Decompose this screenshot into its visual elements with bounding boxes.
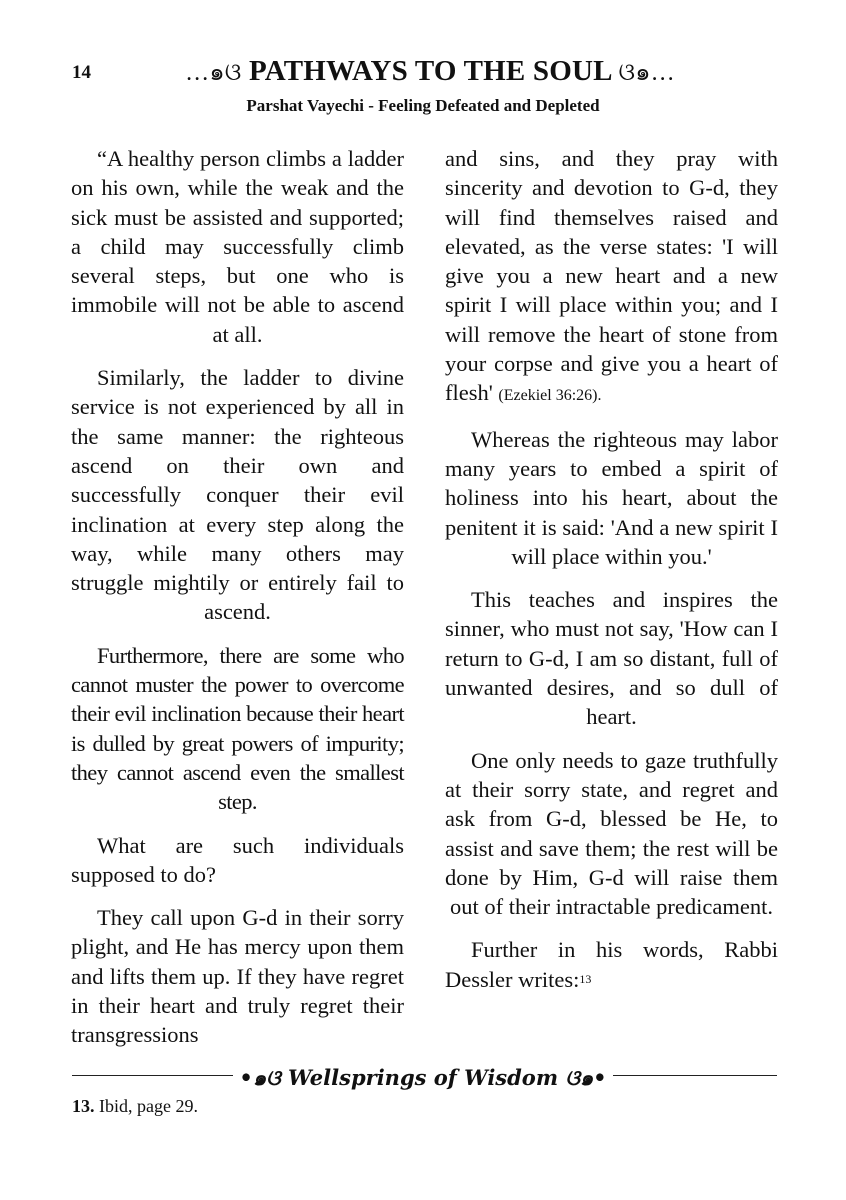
- paragraph: They call upon G-d in their sorry plight, and He has mercy upon them and lifts them up. If they have regret in their heart and truly regret their transgressions: [71, 905, 404, 1048]
- footnote-marker[interactable]: 13: [579, 971, 592, 986]
- paragraph: One only needs to gaze truthfully at their sorry state, and regret and ask from G-d, blessed be He, to assist and save them; the rest will be done by Him, G-d will raise them out of their intractable predicament.: [445, 747, 778, 920]
- ornament-right-icon: ଓ๑•: [565, 1065, 607, 1090]
- left-column: [71, 144, 404, 1064]
- running-header: [130, 52, 730, 91]
- paragraph: What are such individuals supposed to do?: [71, 832, 404, 887]
- paragraph-text: and sins, and they pray with sincerity and devotion to G-d, they will find themselves raised and elevated, as the verse states: 'I will give you a new heart and a new spirit I will place within you; and I will remove the heart of stone from your corpse and give you a heart of flesh': [445, 146, 778, 406]
- paragraph: Whereas the righteous may labor many years to embed a spirit of holiness into his heart, about the penitent it is said: 'And a new spirit I will place within you.': [445, 426, 778, 569]
- book-title: PATHWAYS TO THE SOUL: [248, 55, 612, 87]
- paragraph: [445, 144, 778, 411]
- citation: (Ezekiel 36:26).: [498, 387, 602, 405]
- page-number: 14: [72, 62, 91, 83]
- footnote: [72, 1096, 198, 1117]
- paragraph: Furthermore, there are some who cannot muster the power to overcome their evil inclination because their heart is dulled by great powers of impurity; they cannot ascend even the smallest step.: [71, 642, 404, 815]
- footnote-number: 13.: [72, 1096, 95, 1116]
- paragraph: [445, 935, 778, 994]
- ornament-right-icon: ଓ๑…: [618, 60, 675, 86]
- footnote-text: Ibid, page 29.: [94, 1096, 198, 1116]
- chapter-subtitle: Parshat Vayechi - Feeling Defeated and Depleted: [246, 96, 600, 115]
- paragraph: This teaches and inspires the sinner, who must not say, 'How can I return to G-d, I am so distant, full of unwanted desires, and so dull of heart.: [445, 587, 778, 730]
- paragraph: Similarly, the ladder to divine service is not experienced by all in the same manner: the righteous ascend on their own and successfully conquer their evil inclination at every step along the way, while many others may struggle mightily or entirely fail to ascend.: [71, 365, 404, 625]
- paragraph-text: Further in his words, Rabbi Dessler writes:: [445, 937, 778, 992]
- paragraph: “A healthy person climbs a ladder on his own, while the weak and the sick must be assisted and supported; a child may successfully climb several steps, but one who is immobile will not be able to ascend at all.: [71, 146, 404, 347]
- ornament-left-icon: …๑ଓ: [185, 60, 242, 86]
- running-footer: [0, 1062, 846, 1095]
- ornament-left-icon: •๑ଓ: [239, 1065, 281, 1090]
- footer-title: Wellsprings of Wisdom: [287, 1065, 559, 1090]
- right-column: [445, 144, 778, 1008]
